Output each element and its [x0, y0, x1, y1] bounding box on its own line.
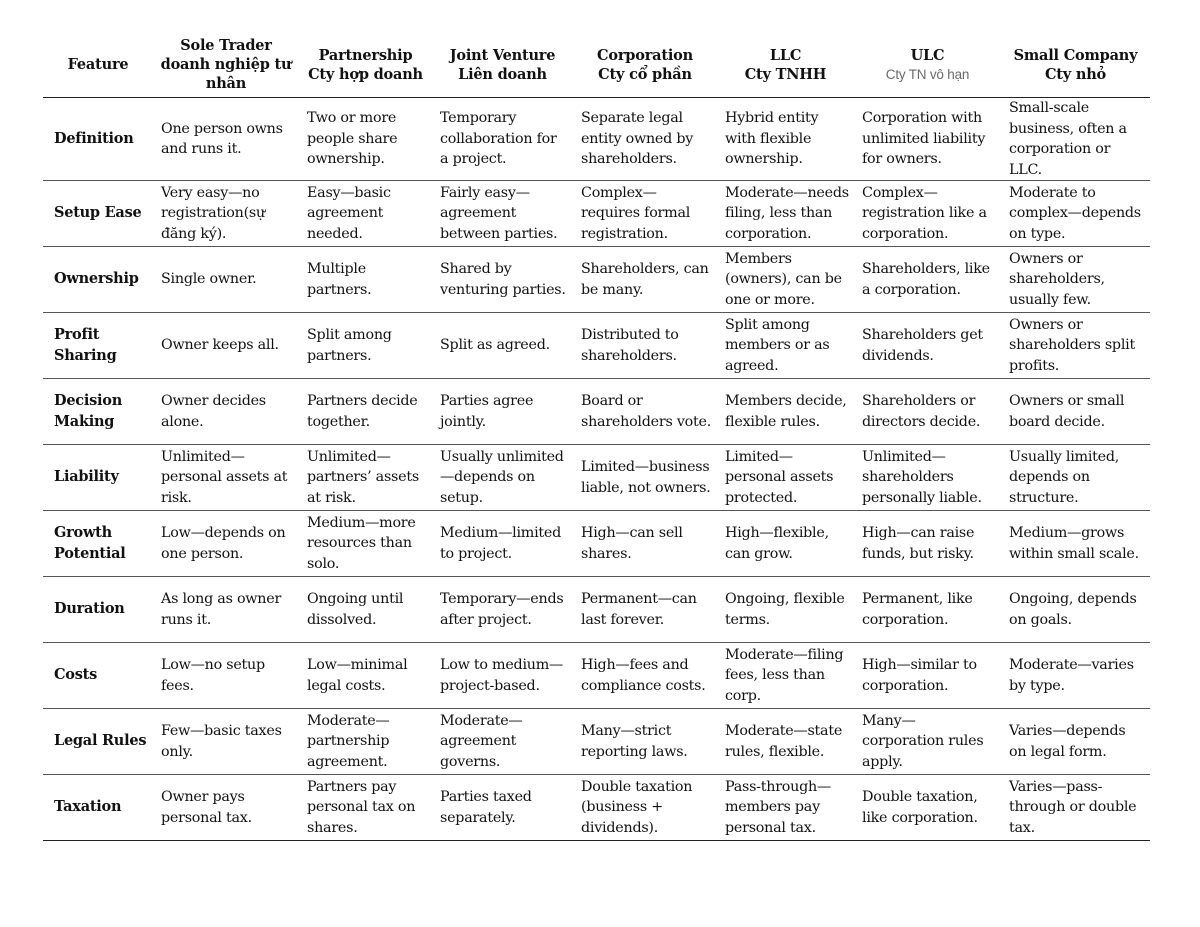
- row-feature-label: Definition: [43, 98, 153, 181]
- table-cell: High—can sell shares.: [573, 511, 717, 577]
- table-cell: Corporation with unlimited liability for owners.: [854, 98, 1001, 181]
- table-cell: Very easy—no registration(sự đăng ký).: [153, 181, 299, 247]
- table-cell: Double taxation, like corporation.: [854, 775, 1001, 841]
- table-cell: Temporary—ends after project.: [432, 577, 573, 643]
- table-cell: Multiple partners.: [299, 247, 432, 313]
- table-cell: Split among partners.: [299, 313, 432, 379]
- table-cell: Limited—personal assets protected.: [717, 445, 854, 511]
- table-cell: Moderate to complex—depends on type.: [1001, 181, 1150, 247]
- table-cell: Moderate—partnership agreement.: [299, 709, 432, 775]
- table-cell: Shareholders, like a corporation.: [854, 247, 1001, 313]
- table-row: [43, 577, 1150, 643]
- table-cell: Medium—limited to project.: [432, 511, 573, 577]
- table-cell: Moderate—filing fees, less than corp.: [717, 643, 854, 709]
- table-cell: Parties taxed separately.: [432, 775, 573, 841]
- table-cell: Parties agree jointly.: [432, 379, 573, 445]
- table-cell: Shareholders, can be many.: [573, 247, 717, 313]
- table-cell: Permanent, like corporation.: [854, 577, 1001, 643]
- table-row: [43, 247, 1150, 313]
- table-cell: Owners or shareholders split profits.: [1001, 313, 1150, 379]
- table-cell: Partners decide together.: [299, 379, 432, 445]
- table-row: [43, 775, 1150, 841]
- table-cell: Fairly easy—agreement between parties.: [432, 181, 573, 247]
- table-cell: Usually unlimited—depends on setup.: [432, 445, 573, 511]
- table-row: [43, 643, 1150, 709]
- header-sole-trader: Sole Trader doanh nghiệp tư nhân: [153, 32, 299, 98]
- table-cell: Moderate—needs filing, less than corporation.: [717, 181, 854, 247]
- row-feature-label: Growth Potential: [43, 511, 153, 577]
- row-feature-label: Taxation: [43, 775, 153, 841]
- table-cell: Owner pays personal tax.: [153, 775, 299, 841]
- table-cell: Unlimited—partners’ assets at risk.: [299, 445, 432, 511]
- table-cell: Single owner.: [153, 247, 299, 313]
- row-feature-label: Legal Rules: [43, 709, 153, 775]
- table-body: [43, 98, 1150, 841]
- row-feature-label: Liability: [43, 445, 153, 511]
- table-cell: Low—depends on one person.: [153, 511, 299, 577]
- table-cell: Complex—requires formal registration.: [573, 181, 717, 247]
- table-cell: Shareholders or directors decide.: [854, 379, 1001, 445]
- header-corporation: Corporation Cty cổ phần: [573, 32, 717, 98]
- table-cell: Owner keeps all.: [153, 313, 299, 379]
- row-feature-label: Decision Making: [43, 379, 153, 445]
- table-cell: Low—no setup fees.: [153, 643, 299, 709]
- table-cell: Small-scale business, often a corporation or LLC.: [1001, 98, 1150, 181]
- table-cell: Temporary collaboration for a project.: [432, 98, 573, 181]
- table-cell: Permanent—can last forever.: [573, 577, 717, 643]
- table-cell: Medium—more resources than solo.: [299, 511, 432, 577]
- header-partnership: Partnership Cty hợp doanh: [299, 32, 432, 98]
- header-llc: LLC Cty TNHH: [717, 32, 854, 98]
- table-cell: High—can raise funds, but risky.: [854, 511, 1001, 577]
- table-cell: Split among members or as agreed.: [717, 313, 854, 379]
- table-cell: Separate legal entity owned by shareholders.: [573, 98, 717, 181]
- table-row: [43, 709, 1150, 775]
- header-row: [43, 32, 1150, 98]
- table-row: [43, 98, 1150, 181]
- table-cell: Limited—business liable, not owners.: [573, 445, 717, 511]
- table-cell: Members (owners), can be one or more.: [717, 247, 854, 313]
- table-cell: Varies—pass-through or double tax.: [1001, 775, 1150, 841]
- table-cell: Owners or shareholders, usually few.: [1001, 247, 1150, 313]
- row-feature-label: Setup Ease: [43, 181, 153, 247]
- table-cell: Unlimited—shareholders personally liable.: [854, 445, 1001, 511]
- table-cell: High—fees and compliance costs.: [573, 643, 717, 709]
- table-cell: Varies—depends on legal form.: [1001, 709, 1150, 775]
- table-cell: Split as agreed.: [432, 313, 573, 379]
- table-cell: Usually limited, depends on structure.: [1001, 445, 1150, 511]
- table-row: [43, 379, 1150, 445]
- header-ulc: ULC Cty TN vô hạn: [854, 32, 1001, 98]
- table-cell: Medium—grows within small scale.: [1001, 511, 1150, 577]
- table-cell: Pass-through—members pay personal tax.: [717, 775, 854, 841]
- table-cell: Moderate—state rules, flexible.: [717, 709, 854, 775]
- table-cell: Easy—basic agreement needed.: [299, 181, 432, 247]
- table-cell: Owners or small board decide.: [1001, 379, 1150, 445]
- row-feature-label: Duration: [43, 577, 153, 643]
- table-cell: As long as owner runs it.: [153, 577, 299, 643]
- table-cell: Many—strict reporting laws.: [573, 709, 717, 775]
- table-cell: Many—corporation rules apply.: [854, 709, 1001, 775]
- table-row: [43, 181, 1150, 247]
- table-cell: Board or shareholders vote.: [573, 379, 717, 445]
- table-row: [43, 511, 1150, 577]
- table-cell: Members decide, flexible rules.: [717, 379, 854, 445]
- table-cell: Ongoing, flexible terms.: [717, 577, 854, 643]
- table-cell: Shareholders get dividends.: [854, 313, 1001, 379]
- table-row: [43, 445, 1150, 511]
- row-feature-label: Ownership: [43, 247, 153, 313]
- table-cell: Complex—registration like a corporation.: [854, 181, 1001, 247]
- table-cell: Moderate—agreement governs.: [432, 709, 573, 775]
- table-cell: One person owns and runs it.: [153, 98, 299, 181]
- table-cell: Shared by venturing parties.: [432, 247, 573, 313]
- table-cell: Ongoing, depends on goals.: [1001, 577, 1150, 643]
- table-cell: High—similar to corporation.: [854, 643, 1001, 709]
- table-cell: Low to medium—project-based.: [432, 643, 573, 709]
- table-cell: Hybrid entity with flexible ownership.: [717, 98, 854, 181]
- header-small-company: Small Company Cty nhỏ: [1001, 32, 1150, 98]
- table-cell: Two or more people share ownership.: [299, 98, 432, 181]
- table-row: [43, 313, 1150, 379]
- table-cell: Double taxation (business + dividends).: [573, 775, 717, 841]
- table-cell: Ongoing until dissolved.: [299, 577, 432, 643]
- row-feature-label: Costs: [43, 643, 153, 709]
- table-cell: Moderate—varies by type.: [1001, 643, 1150, 709]
- table-cell: Distributed to shareholders.: [573, 313, 717, 379]
- table-cell: Few—basic taxes only.: [153, 709, 299, 775]
- comparison-table: [43, 32, 1150, 841]
- table-cell: Unlimited—personal assets at risk.: [153, 445, 299, 511]
- header-joint-venture: Joint Venture Liên doanh: [432, 32, 573, 98]
- table-cell: Partners pay personal tax on shares.: [299, 775, 432, 841]
- table-cell: Owner decides alone.: [153, 379, 299, 445]
- header-feature: Feature: [43, 32, 153, 98]
- table-cell: High—flexible, can grow.: [717, 511, 854, 577]
- table-cell: Low—minimal legal costs.: [299, 643, 432, 709]
- row-feature-label: Profit Sharing: [43, 313, 153, 379]
